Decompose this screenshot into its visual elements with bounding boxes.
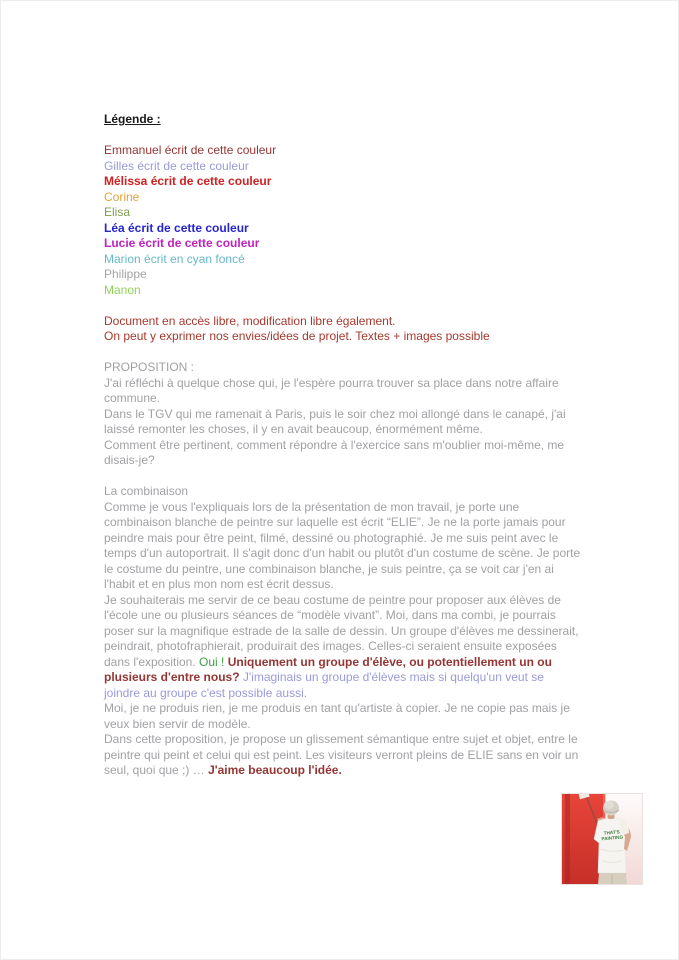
notice-line-1 [104, 314, 582, 330]
painter-cap-highlight [604, 801, 614, 809]
notice-line-2 [104, 329, 582, 345]
text-run-philippe: Je souhaiterais me servir de ce beau costume de peintre pour proposer aux élèves de l'école une ou plusieurs séances de “modèle vivant”. Moi, dans ma combi, je pourrais poser sur la magnifique estrade de la salle de dessin. Un groupe d'élèves me dessinerait, peindrait, photofraphierait, produirait des images. Celles-ci seraient ensuite exposées dans l'exposition. [104, 592, 579, 669]
wall-shadow-strip [565, 793, 570, 885]
text-run-emmanuel_notice: On peut y exprimer nos envies/idées de projet. Textes + images possible [104, 329, 490, 343]
text-run-emmanuel: J'aime beaucoup l'idée. [208, 763, 342, 777]
text-run-green: Oui ! [199, 654, 228, 669]
paragraph [104, 593, 582, 702]
text-run-philippe: Comment être pertinent, comment répondre à l'exercice sans m'oublier moi-même, me disais-je? [104, 437, 565, 467]
proposition-heading [104, 360, 582, 376]
paragraph [104, 407, 582, 438]
paragraph-spacer [104, 469, 582, 485]
legend-entry-marion: Marion écrit en cyan foncé [104, 251, 245, 266]
text-run-philippe: La combinaison [104, 484, 189, 498]
text-run-emmanuel_notice: Document en accès libre, modification libre également. [104, 313, 396, 328]
legend-entry-corine: Corine [104, 189, 140, 204]
legend-entries [104, 143, 582, 298]
paragraph [104, 500, 582, 593]
legend-entry-philippe: Philippe [104, 267, 147, 281]
legend-entry-melissa: Mélissa écrit de cette couleur [104, 174, 272, 188]
text-run-philippe: Comme je vous l'expliquais lors de la présentation de mon travail, je porte une combinaison blanche de peintre sur laquelle est écrit “ELIE”. Je ne la porte jamais pour peindre mais pour être peint, filmé, dessiné ou photographié. Je me suis peint avec le temps d'un autoportrait. Il s'agit donc d'un habit ou plutôt d'un costume de scène. Je porte le costume du peintre, une combinaison blanche, je suis peintre, ça se voit car j'en ai l'habit et en plus mon nom est écrit dessus. [104, 499, 581, 591]
legend-entry-lucie: Lucie écrit de cette couleur [104, 236, 260, 250]
paragraph [104, 484, 582, 500]
paragraph [104, 701, 582, 732]
svg-text:PAINTING: PAINTING [601, 834, 624, 842]
painter-photo[interactable] [561, 793, 643, 885]
text-run-philippe: Dans le TGV qui me ramenait à Paris, puis le soir chez moi allongé dans le canapé, j'ai laissé remonter les choses, il y en avait beaucoup, énormément même. [104, 406, 566, 436]
painter-pants [598, 873, 627, 885]
svg-text:THAT'S: THAT'S [603, 829, 621, 836]
document-body [104, 314, 582, 779]
text-run-emmanuel: Uniquement un groupe d'élève, ou potentiellement un ou plusieurs d'entre nous? [104, 654, 552, 684]
legend-title: Légende : [104, 112, 161, 126]
paragraph [104, 376, 582, 407]
text-run-philippe: PROPOSITION : [104, 360, 195, 374]
paragraph [104, 438, 582, 469]
legend-entry-emmanuel: Emmanuel écrit de cette couleur [104, 143, 277, 157]
text-run-philippe: J'ai réfléchi à quelque chose qui, je l'espère pourra trouver sa place dans notre affaire commune. [104, 375, 559, 405]
text-run-gilles: J'imaginais un groupe d'élèves mais si quelqu'un veut se joindre au groupe c'est possible aussi. [104, 670, 544, 700]
text-run-philippe: Dans cette proposition, je propose un glissement sémantique entre sujet et objet, entre le peintre qui peint et celui qui est peint. Les visiteurs verront pleins de ELIE sans en voir un seul, quoi que ;) … [104, 732, 579, 777]
legend-entry-manon: Manon [104, 282, 141, 297]
text-run-philippe: Moi, je ne produis rien, je me produis en tant qu'artiste à copier. Je ne copie pas mais je veux bien servir de modèle. [104, 701, 570, 731]
legend-entry-elisa: Elisa [104, 205, 131, 219]
document-text-area[interactable] [104, 112, 582, 779]
legend-entry-gilles: Gilles écrit de cette couleur [104, 158, 249, 173]
legend-entry-lea: Léa écrit de cette couleur [104, 220, 249, 235]
paragraph-spacer [104, 345, 582, 361]
paragraph [104, 732, 582, 779]
painter-photo-image [561, 793, 643, 885]
